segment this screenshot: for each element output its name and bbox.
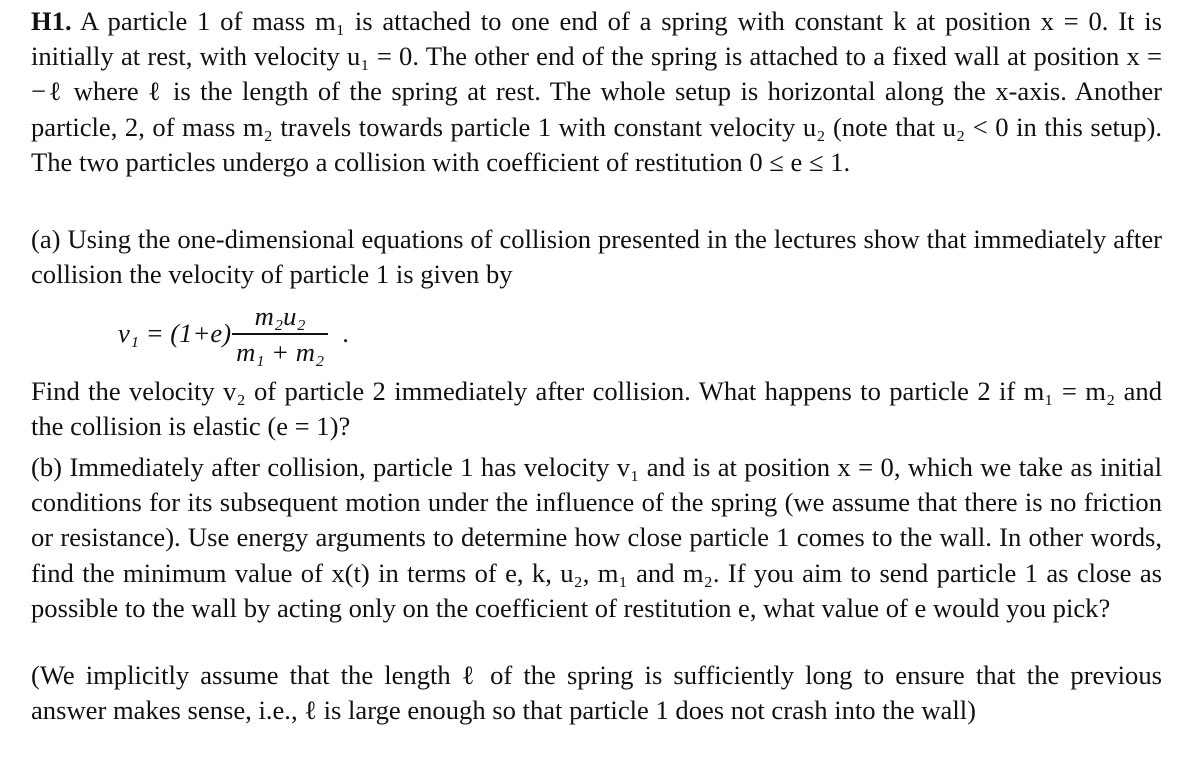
equation-denominator: m₁ + m₂ xyxy=(236,336,325,367)
part-a-followup: Find the velocity v₂ of particle 2 immediately after collision. What happens to particle 2 if m₁ = m₂ and the collision is elastic (e = 1)? xyxy=(31,376,1162,442)
part-a-text: Using the one-dimensional equations of collision presented in the lectures show that immediately after collision the velocity of particle 1 is given by xyxy=(31,224,1162,290)
equation-period: . xyxy=(342,318,349,349)
part-b-label: (b) xyxy=(31,452,63,482)
part-a-label: (a) xyxy=(31,224,61,254)
part-b-text: Immediately after collision, particle 1 has velocity v₁ and is at position x = 0, which we take as initial conditions for its subsequent motion under the influence of the spring (we assume that there is no friction or resistance). Use energy arguments to determine how close particle 1 comes to the wall. In other words, find the minimum value of x(t) in terms of e, k, u₂, m₁ and m₂. If you aim to send particle 1 as close as possible to the wall by acting only on the coefficient of restitution e, what value of e would you pick? xyxy=(31,452,1163,623)
part-a-statement xyxy=(31,222,1162,292)
velocity-equation xyxy=(118,296,349,372)
part-b-note: (We implicitly assume that the length ℓ of the spring is sufficiently long to ensure that the previous answer makes sense, i.e., ℓ is large enough so that particle 1 does not crash into the wall) xyxy=(31,660,1162,726)
part-b-statement xyxy=(31,450,1162,626)
problem-label: H1. xyxy=(31,6,72,36)
problem-intro xyxy=(31,4,1162,180)
equation-numerator: m₂u₂ xyxy=(254,301,306,332)
equation-lhs: v₁ = (1+e) xyxy=(118,318,232,349)
equation-fraction xyxy=(232,301,328,366)
problem-intro-text: A particle 1 of mass m₁ is attached to one end of a spring with constant k at position x = 0. It is initially at rest, with velocity u₁ = 0. The other end of the spring is attached to a fixed wall at position x = −ℓ where ℓ is the length of the spring at rest. The whole setup is horizontal along the x-axis. Another particle, 2, of mass m₂ travels towards particle 1 with constant velocity u₂ (note that u₂ < 0 in this setup). The two particles undergo a collision with coefficient of restitution 0 ≤ e ≤ 1. xyxy=(31,6,1162,177)
